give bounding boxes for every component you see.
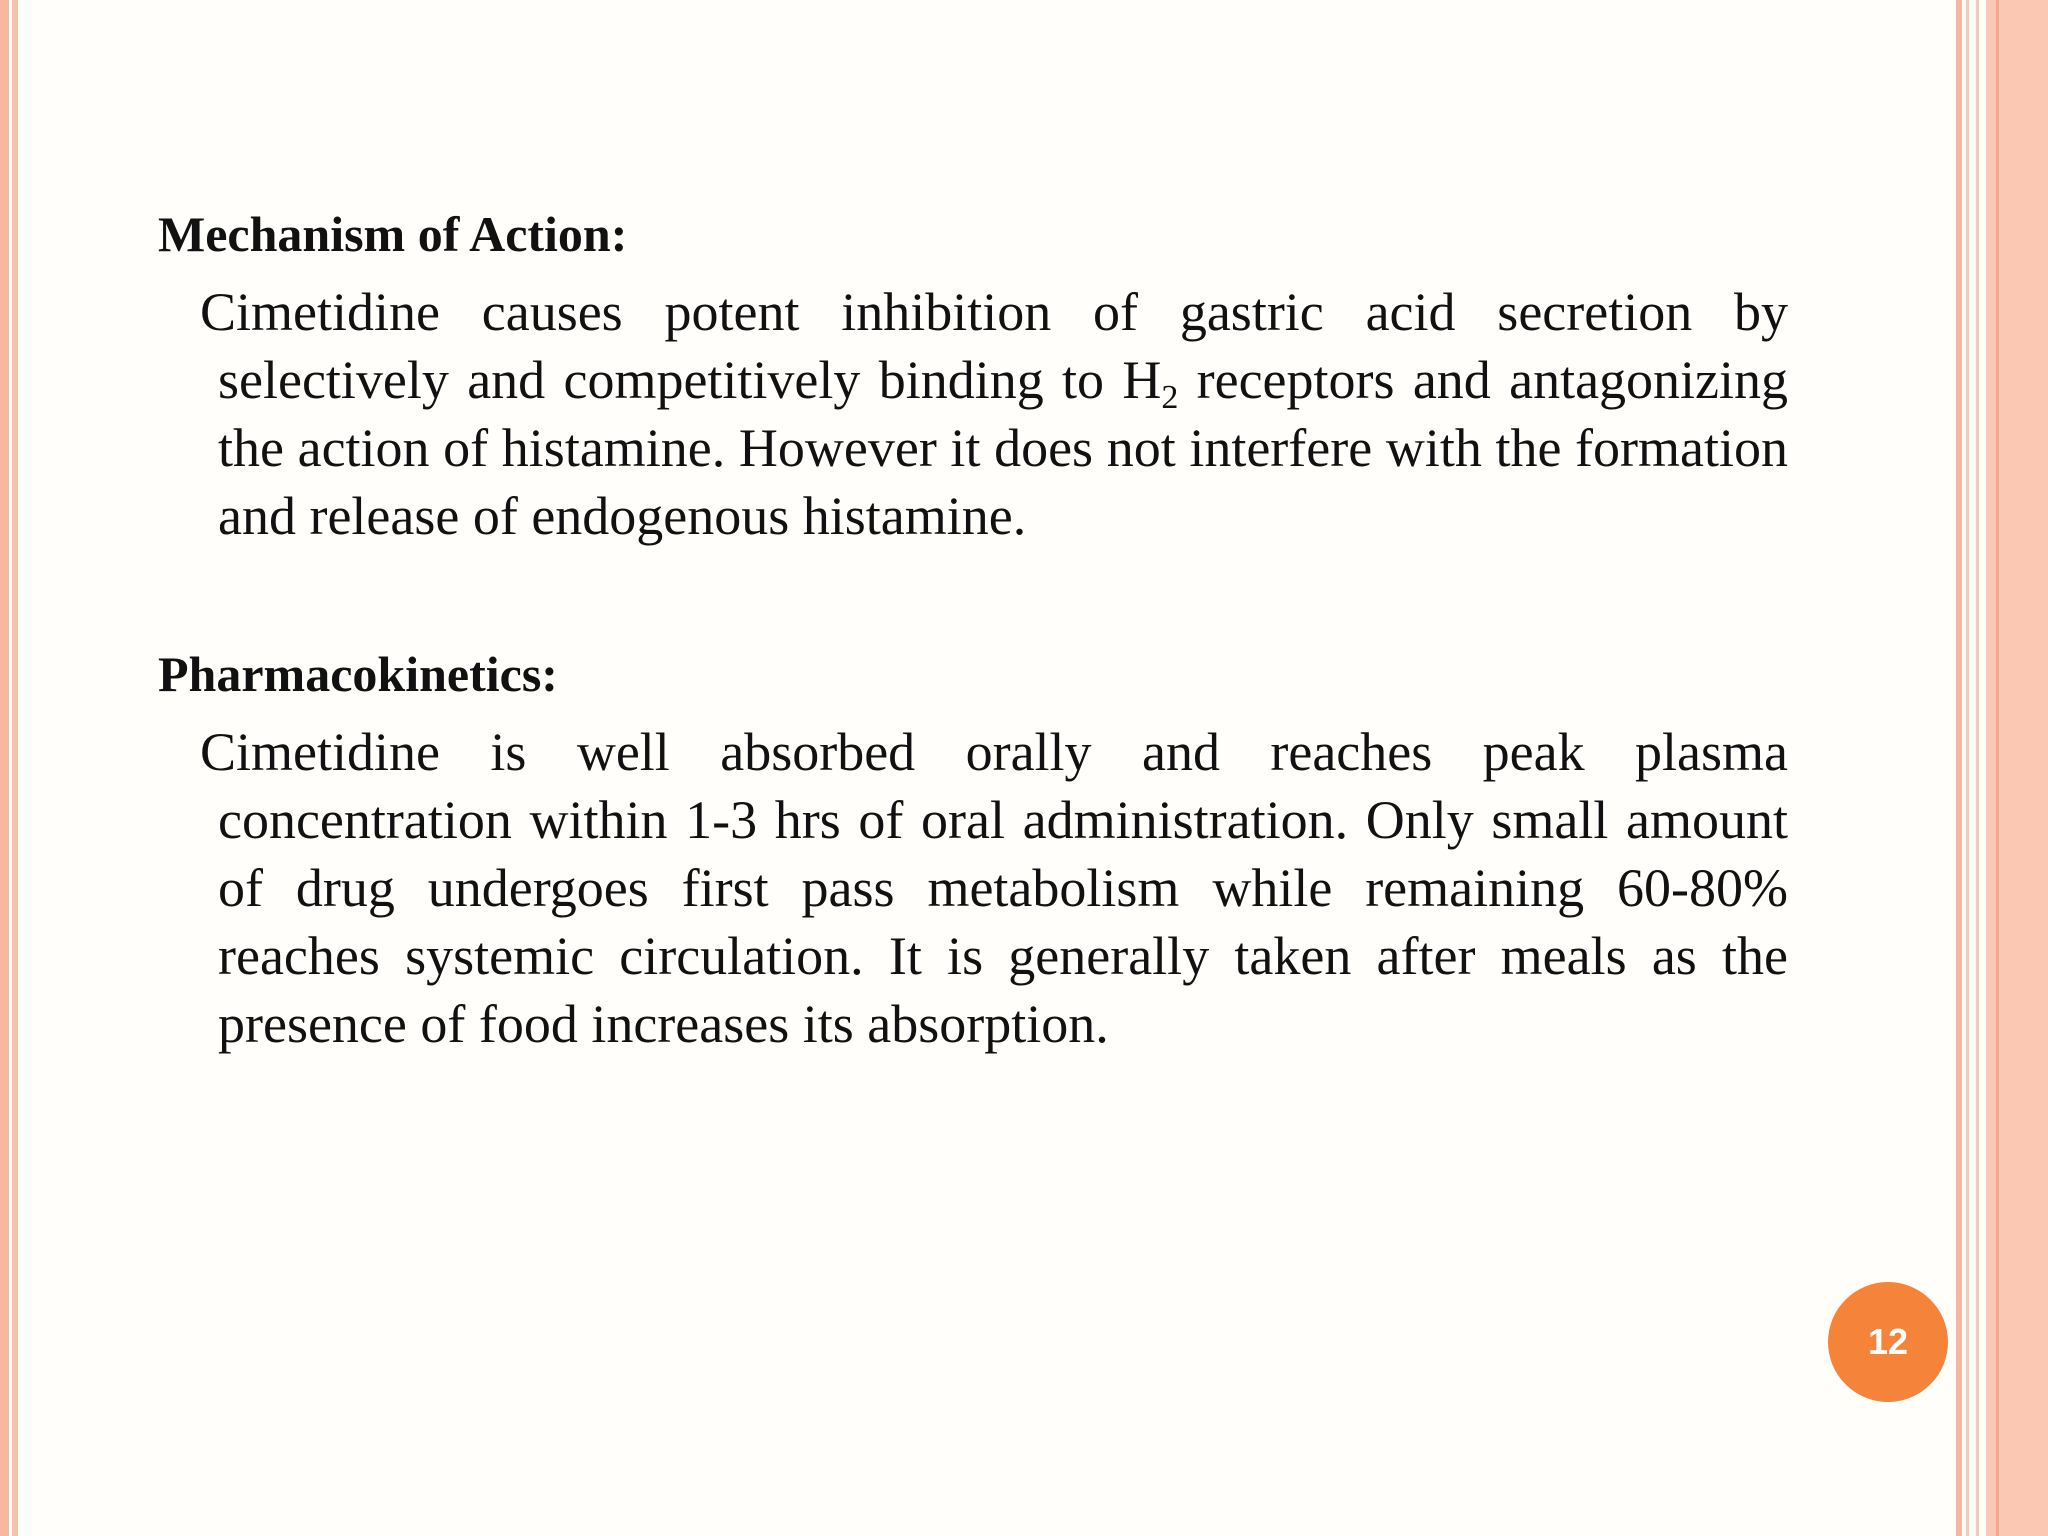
pharmacokinetics-section — [158, 640, 1788, 1058]
mechanism-text-part2: receptors and antagonizing the action of histamine. However it does not interfere with the formation and release of endogenous histamine. — [218, 350, 1789, 546]
mechanism-paragraph — [158, 278, 1788, 550]
right-decorative-border — [1956, 0, 2048, 1536]
page-number-badge: 12 — [1828, 1282, 1948, 1402]
mechanism-heading: Mechanism of Action: — [158, 206, 628, 262]
slide-content — [158, 200, 1788, 1058]
left-decorative-border — [0, 0, 26, 1536]
mechanism-text-part1: Cimetidine causes potent inhibition of gastric acid secretion by selectively and competitively binding to H — [200, 282, 1788, 410]
pharmacokinetics-heading: Pharmacokinetics: — [158, 646, 558, 702]
pharmacokinetics-paragraph: Cimetidine is well absorbed orally and reaches peak plasma concentration within 1-3 hrs of oral administration. Only small amount of drug undergoes first pass metabolism while remaining 60-80% reaches systemic circulation. It is generally taken after meals as the presence of food increases its absorption. — [200, 722, 1788, 1054]
mechanism-section — [158, 200, 1788, 550]
h2-subscript: 2 — [1161, 379, 1179, 416]
